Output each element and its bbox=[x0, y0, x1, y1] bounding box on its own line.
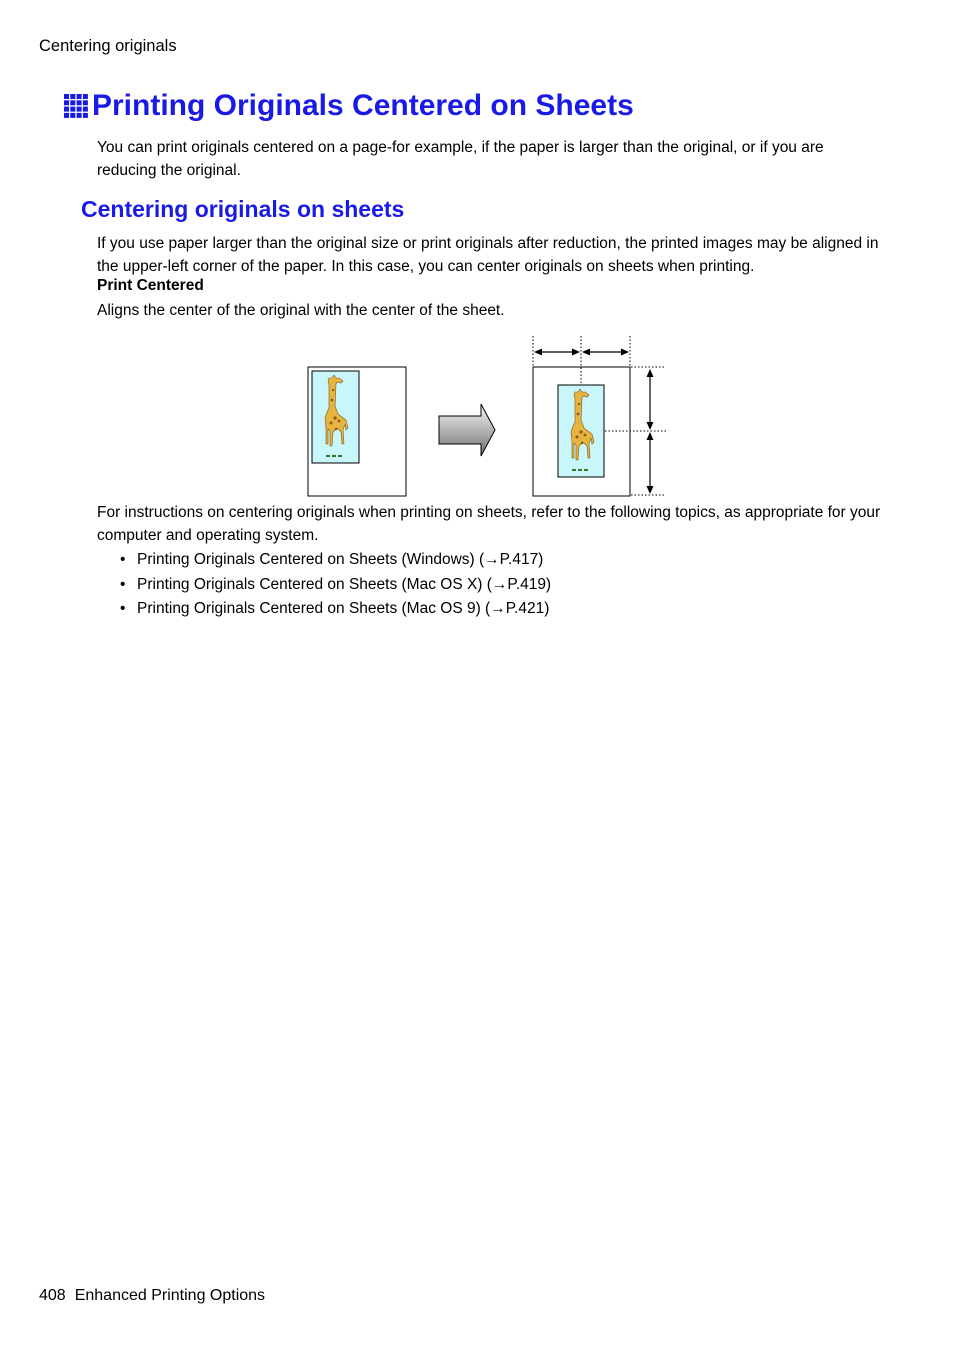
right-arrow-icon bbox=[439, 404, 495, 456]
intro-paragraph: You can print originals centered on a page-for example, if the paper is larger than the original, or if you are reducing the original. bbox=[97, 139, 824, 179]
topic-list bbox=[120, 548, 551, 622]
topic-link-windows[interactable]: • Printing Originals Centered on Sheets (Windows) (→P.417) bbox=[120, 551, 544, 568]
running-header: Centering originals bbox=[39, 37, 177, 55]
section-grid-icon bbox=[64, 94, 88, 118]
page-footer bbox=[39, 1287, 265, 1305]
original-sheet bbox=[308, 367, 406, 496]
section-body: If you use paper larger than the original size or print originals after reduction, the printed images may be aligned in the upper-left corner of the paper. In this case, you can center originals on sheets when printing. bbox=[97, 235, 879, 275]
term-description: Aligns the center of the original with the center of the sheet. bbox=[97, 302, 505, 319]
chapter-title: Enhanced Printing Options bbox=[74, 1287, 266, 1304]
page-title: Printing Originals Centered on Sheets bbox=[92, 89, 634, 122]
title-row bbox=[64, 88, 634, 124]
centered-sheet bbox=[533, 367, 630, 496]
topic-link-mac-os-x[interactable]: • Printing Originals Centered on Sheets (Mac OS X) (→P.419) bbox=[120, 575, 552, 593]
instructions-paragraph: For instructions on centering originals when printing on sheets, refer to the following topics, as appropriate for your computer and operating system. bbox=[97, 504, 881, 544]
topic-link-mac-os-9[interactable]: • Printing Originals Centered on Sheets (Mac OS 9) (→P.421) bbox=[120, 600, 550, 617]
topic-link-label[interactable]: Printing Originals Centered on Sheets (Mac OS 9) (→P.421) bbox=[137, 600, 550, 617]
topic-link-label[interactable]: Printing Originals Centered on Sheets (Mac OS X) (→P.419) bbox=[137, 575, 552, 593]
topic-link-label[interactable]: Printing Originals Centered on Sheets (Windows) (→P.417) bbox=[137, 551, 544, 568]
page-number: 408 bbox=[39, 1287, 66, 1304]
section-heading: Centering originals on sheets bbox=[81, 196, 405, 222]
term-label: Print Centered bbox=[97, 277, 204, 294]
centering-illustration bbox=[300, 332, 670, 500]
